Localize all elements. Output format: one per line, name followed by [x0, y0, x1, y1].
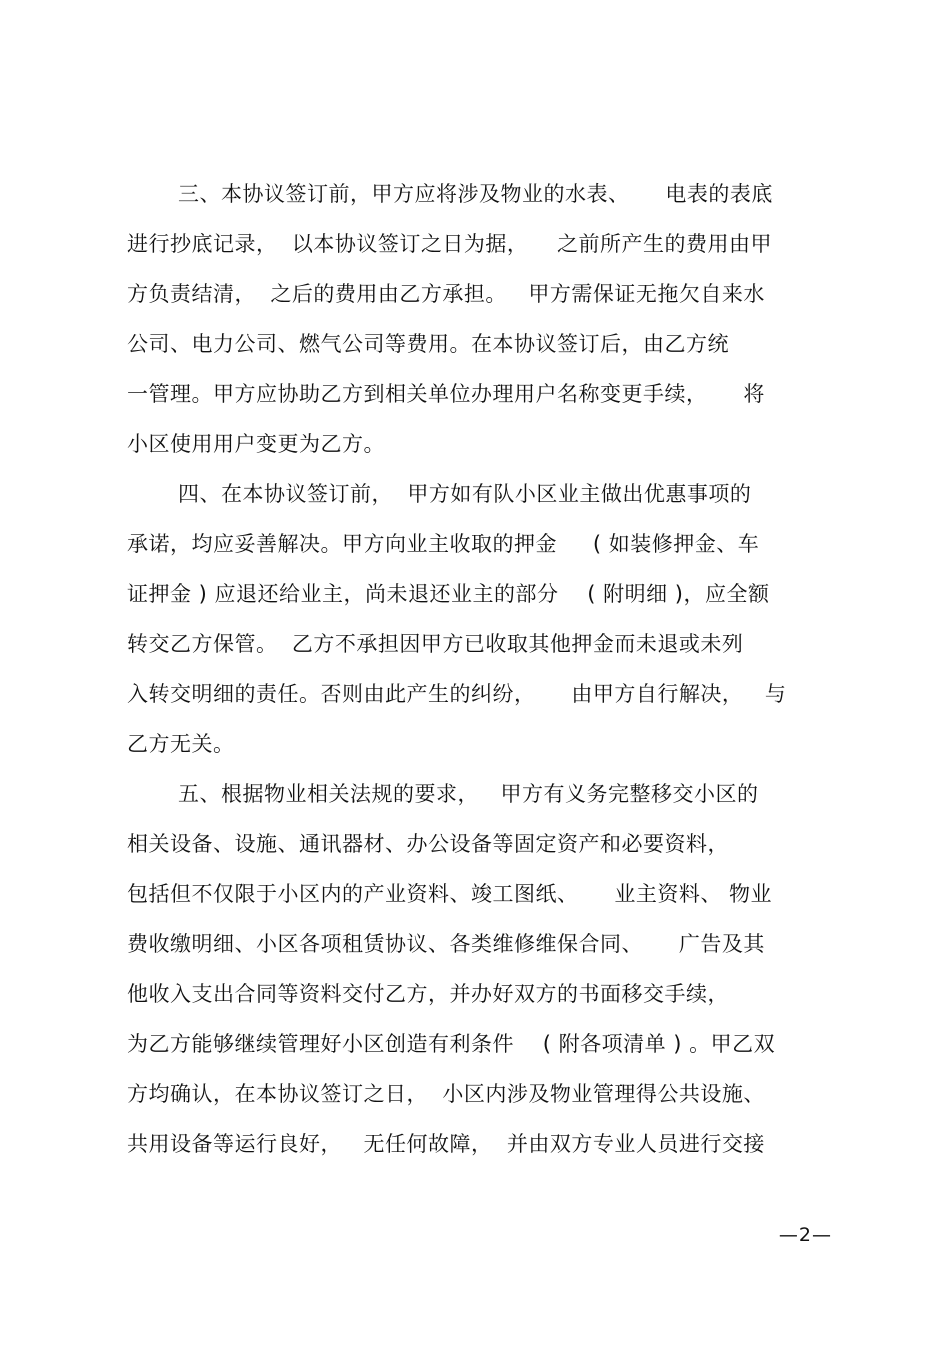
paragraph-4-line-5: 入转交明细的责任。否则由此产生的纠纷， 由甲方自行解决， 与	[127, 682, 787, 706]
paragraph-4-line-3: 证押金 ) 应退还给业主，尚未退还业主的部分 ( 附明细 )，应全额	[127, 582, 770, 606]
paragraph-3-line-6: 小区使用用户变更为乙方。	[127, 432, 385, 456]
paragraph-4-line-2: 承诺，均应妥善解决。甲方向业主收取的押金 ( 如装修押金、车	[127, 532, 760, 556]
paragraph-3-line-2: 进行抄底记录， 以本协议签订之日为据， 之前所产生的费用由甲	[127, 232, 773, 256]
paragraph-5-line-4: 费收缴明细、小区各项租赁协议、各类维修维保合同、 广告及其	[127, 932, 765, 956]
paragraph-5-line-1: 五、根据物业相关法规的要求， 甲方有义务完整移交小区的	[178, 782, 759, 806]
paragraph-5-line-3: 包括但不仅限于小区内的产业资料、竣工图纸、 业主资料、 物业	[127, 882, 773, 906]
paragraph-3-line-5: 一管理。甲方应协助乙方到相关单位办理用户名称变更手续， 将	[127, 382, 765, 406]
paragraph-4-line-6: 乙方无关。	[127, 732, 235, 756]
paragraph-3-line-1: 三、本协议签订前，甲方应将涉及物业的水表、 电表的表底	[178, 182, 773, 206]
paragraph-5-line-8: 共用设备等运行良好， 无任何故障， 并由双方专业人员进行交接	[127, 1132, 765, 1156]
paragraph-4-line-1: 四、在本协议签订前， 甲方如有队小区业主做出优惠事项的	[178, 482, 752, 506]
paragraph-5-line-6: 为乙方能够继续管理好小区创造有利条件 ( 附各项清单 ) 。甲乙双	[127, 1032, 776, 1056]
paragraph-5-line-2: 相关设备、设施、通讯器材、办公设备等固定资产和必要资料，	[127, 832, 729, 856]
paragraph-4-line-4: 转交乙方保管。 乙方不承担因甲方已收取其他押金而未退或未列	[127, 632, 744, 656]
paragraph-3-line-4: 公司、电力公司、燃气公司等费用。在本协议签订后，由乙方统	[127, 332, 729, 356]
page-number: —2—	[778, 1224, 832, 1246]
paragraph-5-line-5: 他收入支出合同等资料交付乙方，并办好双方的书面移交手续，	[127, 982, 729, 1006]
paragraph-3-line-3: 方负责结清， 之后的费用由乙方承担。 甲方需保证无拖欠自来水	[127, 282, 765, 306]
paragraph-5-line-7: 方均确认，在本协议签订之日， 小区内涉及物业管理得公共设施、	[127, 1082, 765, 1106]
